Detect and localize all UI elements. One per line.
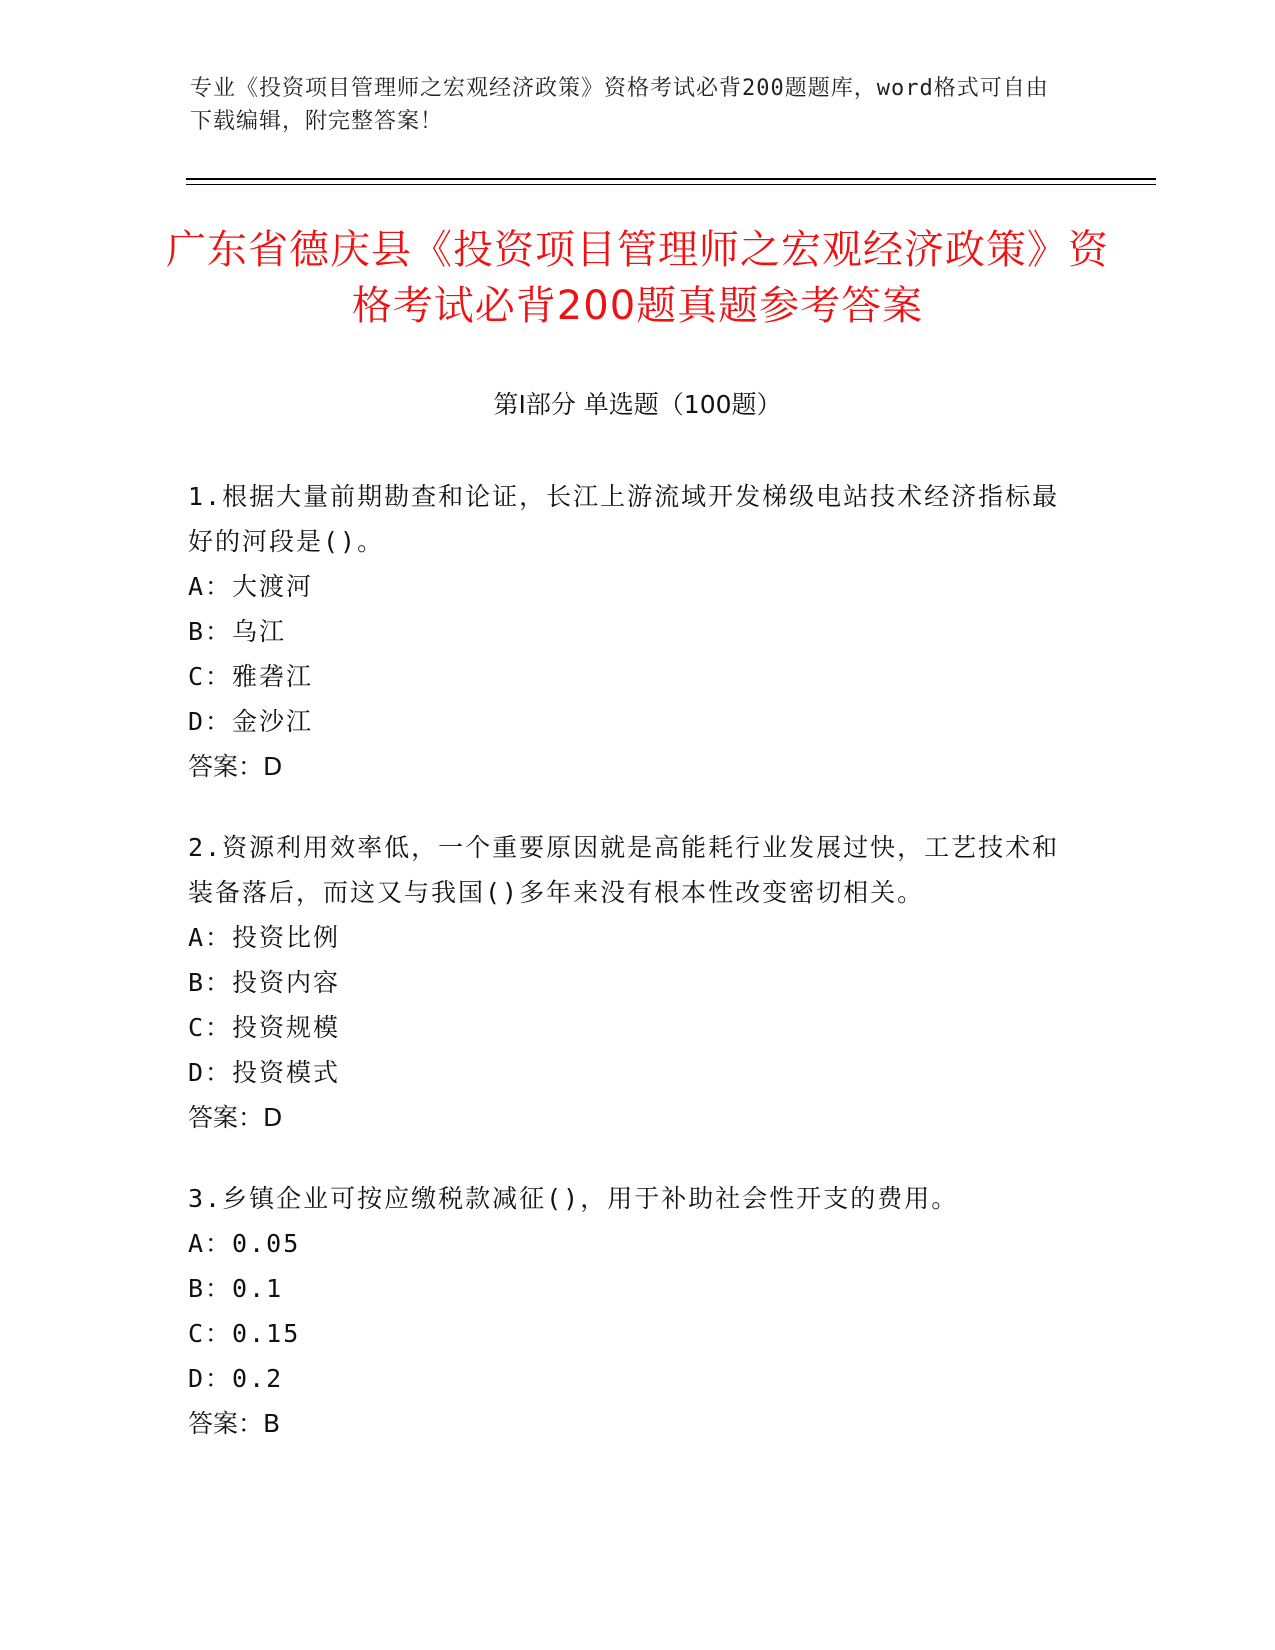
option-d: D：0.2 [188, 1364, 284, 1393]
option-b: B：0.1 [188, 1274, 284, 1303]
document-title: 广东省德庆县《投资项目管理师之宏观经济政策》资格考试必背200题真题参考答案 [166, 227, 1109, 329]
question-stem: 2.资源利用效率低，一个重要原因就是高能耗行业发展过快，工艺技术和装备落后，而这又与我国()多年来没有根本性改变密切相关。 [188, 833, 1060, 907]
option-c: C：0.15 [188, 1319, 301, 1348]
question-stem: 1.根据大量前期勘查和论证，长江上游流域开发梯级电站技术经济指标最好的河段是()。 [188, 482, 1060, 556]
question-list [188, 474, 1068, 1482]
header-divider-thin [186, 184, 1156, 185]
option-d: D：金沙江 [188, 707, 314, 736]
question-3 [188, 1176, 1068, 1446]
option-b: B：投资内容 [188, 968, 341, 997]
question-1 [188, 474, 1068, 789]
question-2 [188, 825, 1068, 1140]
header-note: 专业《投资项目管理师之宏观经济政策》资格考试必背200题题库，word格式可自由下载编辑，附完整答案！ [190, 76, 1049, 134]
answer: 答案：D [188, 1103, 283, 1132]
header-divider-thick [186, 178, 1156, 180]
option-d: D：投资模式 [188, 1058, 341, 1087]
option-c: C：投资规模 [188, 1013, 341, 1042]
option-a: A：大渡河 [188, 572, 314, 601]
section-heading: 第Ⅰ部分 单选题（100题） [493, 390, 782, 419]
question-stem: 3.乡镇企业可按应缴税款减征()，用于补助社会性开支的费用。 [188, 1184, 959, 1213]
option-a: A：投资比例 [188, 923, 341, 952]
option-a: A：0.05 [188, 1229, 301, 1258]
option-b: B：乌江 [188, 617, 287, 646]
answer: 答案：B [188, 1409, 281, 1438]
answer: 答案：D [188, 752, 283, 781]
option-c: C：雅砻江 [188, 662, 314, 691]
